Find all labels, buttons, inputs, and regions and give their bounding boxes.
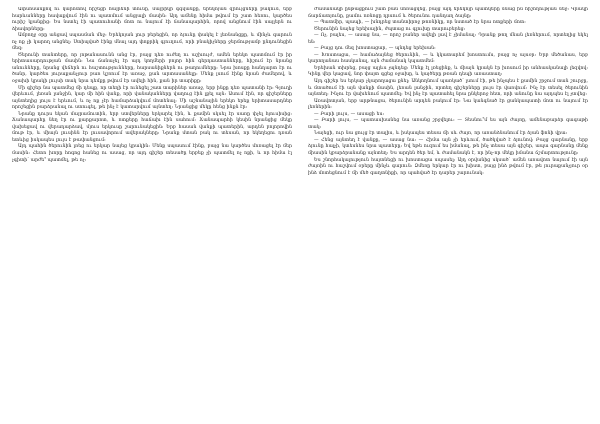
dialogue-line: — Խոստացա, — համաձայնեց ծերունին, — և կկատարեմ խոստումս, բայց ոչ այսօր։ Երբ մեծանաս, երբ կարողանաս հասկանալ, այն ժամանակ կպատմեմ։: [308, 52, 588, 65]
right-text-column: [308, 7, 588, 418]
paragraph: Երեխան տխրեց, բայց այլևս չպնդեց։ Մենք էլ լռեցինք, և միայն կրակն էր խոսում իր անհասկանալի լեզվով։ Կինը վեր կացավ, նոր փայտ գցեց օջախը, և կայծերը թռան դեպի առաստաղ։: [308, 65, 588, 78]
paragraph: Այդ պահին ծերունին լռեց ու երկար նայեց կրակին։ Մենք սպասում էինք, բայց նա կարծես մոռացել էր մեր մասին։ Հետո խորը հոգոց հանեց ու ասաց, որ այդ գիշեր տեսածը երբեք չի պատմել ոչ ոքի, և որ հիմա էլ չգիտի՝ արժե՞ պատմել, թե ոչ։: [12, 144, 292, 163]
paragraph: Ժամանակի ընթացքում շատ բան մոռացվեց, բայց այդ երեկոյի պատկերը մնաց իմ հիշողության մեջ։ Կրակի ճարճատյունը, քամու ոռնոցը դրսում և ծերունու դանդաղ ձայնը։: [308, 7, 588, 19]
paragraph: Մի գիշեր նա պատմեց մի դեպք, որ տեղի էր ունեցել շատ տարիներ առաջ, երբ ինքը դեռ պատանի էր։ Գյուղի վերևում, լեռան լանջին, կար մի հին վանք, որի վանականները վաղուց էին լքել այն։ Ասում էին, որ գիշերները այնտեղից լույս է երևում, և ոչ ոք չէր համարձակվում մոտենալ։ Մի աշնանային երեկո երեք երիտասարդներ որոշեցին բարձրանալ ու ստուգել, թե ինչ է կատարվում այնտեղ։ Նրանցից մեկը հենց ինքն էր։: [12, 85, 292, 111]
dialogue-line: — Պատմիր, պապի, — խնդրեց տանտիրոջ թոռնիկը, որ նստած էր նրա ոտքերի մոտ։: [314, 20, 526, 26]
dialogue-line: — Հենց այնտեղ է վանքը, — ասաց նա։ — Հիմա այն չի երևում, ծածկված է ձյունով։ Բայց գարնանը, երբ ձյունը հալչի, կտեսնես նրա պատերը։ Եվ եթե ուզում ես իմանալ, թե ինչ տեսա այն գիշեր, ապա գարնանը մենք միասին կբարձրանանք այնտեղ։ Ես արդեն ծեր եմ, և ժամանակն է, որ ինչ-որ մեկը իմանա ճշմարտությունը։: [308, 137, 588, 157]
paragraph: Ծերունին նայեց երեխային, ժպտաց ու գլուխը տարուբերեց։: [314, 26, 466, 32]
paragraph: Ամբողջ օրը անցավ սպասման մեջ։ Երեկոյան լուր բերեցին, որ ձյունը փակել է լեռնանցքը, և մինչև գարուն ոչ ոք չի կարող անցնել։ Ստիպված էինք մնալ այդ փոքրիկ գյուղում, որի բնակիչները ջերմությամբ ընդունեցին մեզ։: [12, 33, 292, 52]
left-text-column: [12, 7, 292, 418]
paragraph: Այդ գիշեր ես երկար չկարողացա քնել։ Անկողնում պառկած՝ լսում էի, թե ինչպես է քամին շրջում տան շուրջը, և մտածում էի այն վանքի մասին, լեռան լանջին, որտեղ գիշերները լույս էր վառվում։ Ինչ էր տեսել ծերունին այնտեղ։ Ինչու էր վախենում պատմել։ Եվ ինչ էր պատահել նրա ընկերոջ հետ, որի անունը նա այդպես էլ չտվեց։: [308, 79, 588, 98]
dialogue-line: — Բարի լույս, — ասացի ես։: [314, 111, 385, 117]
paragraph: Նրանք դուրս եկան մայրամուտին, երբ ստվերները երկարել էին, և քամին սկսել էր սառը փչել հյուսիսից։ Ճանապարհը նեղ էր ու քարքարոտ, և ոտքերը հաճախ էին սահում։ Ճանապարհի կեսին նրանցից մեկը վախեցավ ու վերադարձավ, մյուս երկուսը շարունակեցին։ Երբ հասան վանքի պատերին, արդեն բոլորովին մութ էր, և միայն լուսինն էր լուսավորում ավերակները։ Նրանք մտան բակ ու տեսան, որ եկեղեցու դռան ետևից իսկապես լույս է թափանցում։: [12, 111, 292, 143]
paragraph: Ես շնորհակալություն հայտնեցի ու խոստացա սպասել։ Այդ օրվանից սկսած՝ ամեն առավոտ նայում էի այն ժայռին ու հաշվում օրերը մինչև գարուն։ Ձմեռը երկար էր ու խիստ, բայց ինձ թվում էր, թե յուրաքանչյուր օր ինձ մոտեցնում է մի մեծ գաղտնիքի, որ պահված էր դարեր շարունակ։: [308, 157, 588, 176]
dialogue-line: — Ոչ, բալես, — ասաց նա, — որոշ բաներ ավելի լավ է չիմանալ։ Դրանք թող մնան լեռներում, որտեղից եկել են։: [308, 33, 588, 45]
paragraph: Նայեցի, ուր նա ցույց էր տալիս, և իսկապես տեսա մի սև ժայռ, որ առանձնանում էր ձյան ֆոնի վրա։: [314, 131, 568, 137]
paragraph: Ափսոսանքով ու կարոտով հիշեցի հայրենի տունը, մայրիկի գգվանքը, երեկոյան զրույցները բակում, երբ հարևանները հավաքվում էին ու պատմում անցյալի մասին։ Այդ ամենը հիմա թվում էր շատ հեռու, կարծես ուրիշ կյանքից։ Ես նստել էի պատուհանի մոտ ու նայում էի ճանապարհին, որով անցնում էին սայլերն ու ձիավորները։: [12, 7, 292, 32]
dialogue-line: — Բարի լույս, — պատասխանեց նա առանց շրջվելու։ — Տեսնու՞մ ես այն ժայռը, ամենաբարձր գագաթի տակ։: [308, 118, 588, 130]
paragraph: Ծերունի տանտերը, որ յոթանասունն անց էր, բայց դեռ ուժեղ ու աշխույժ, ամեն երեկո պատմում էր իր երիտասարդության մասին։ Նա ճանաչել էր այդ կողմերի բոլոր հին գերդաստանները, հիշում էր նրանց անունները, նրանց վեճերն ու հաշտությունները, հարսանիքներն ու թաղումները։ Նրա խոսքը հանդարտ էր ու ծանր, կարծես յուրաքանչյուր բառ կշռում էր առաջ, քան արտասանելը։ Մենք լսում էինք նրան ժամերով, և օջախի կրակի լույսի տակ նրա դեմքը թվում էր ավելի հին, քան իր տարիքը։: [12, 52, 292, 85]
paragraph: Առավոտյան, երբ արթնացա, ծերունին արդեն բակում էր։ Նա կանգնած էր ցանկապատի մոտ ու նայում էր լեռներին։: [308, 98, 588, 111]
dialogue-line: — Բայց դու մեզ խոստացար, — պնդեց երեխան։: [314, 46, 436, 52]
